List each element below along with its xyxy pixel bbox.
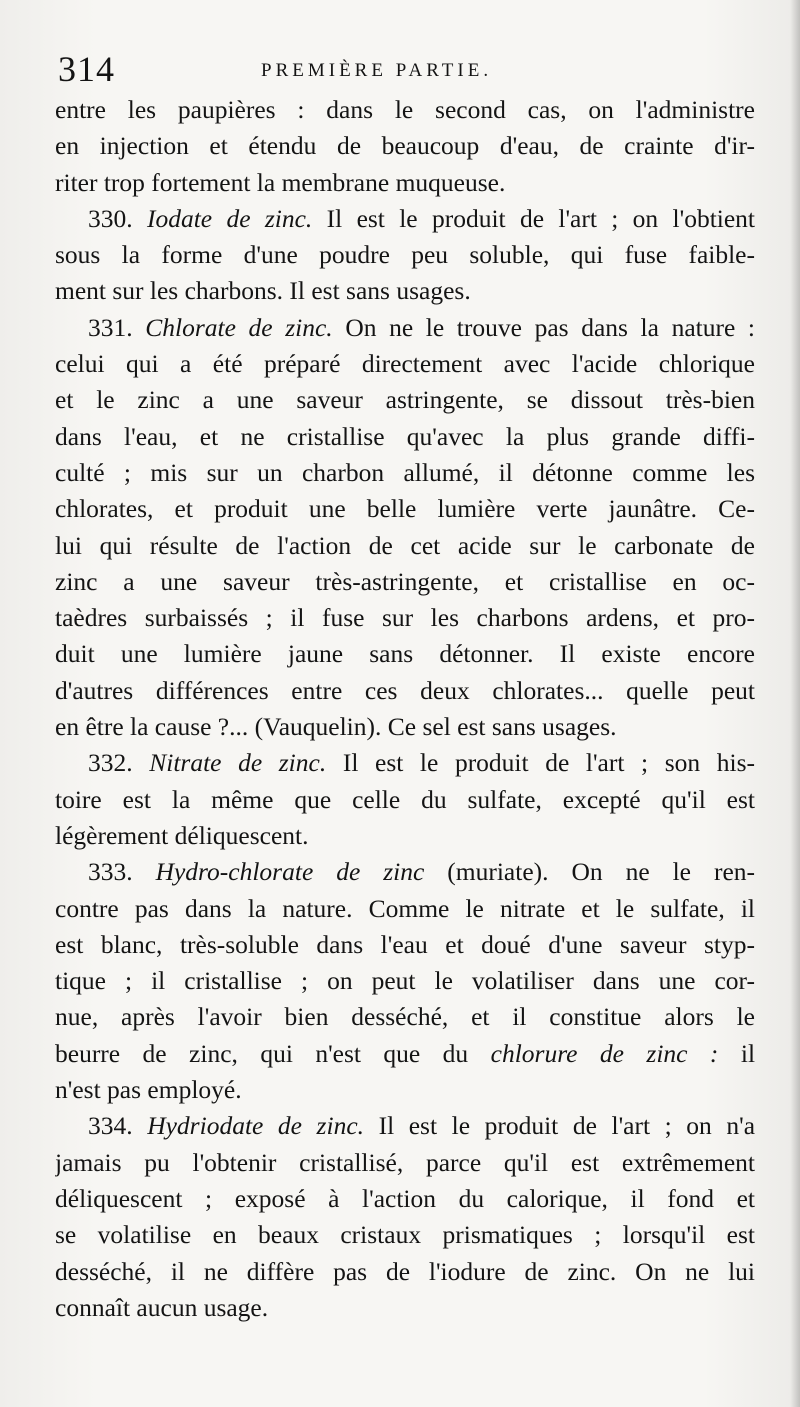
section-number: 331. <box>88 312 133 342</box>
line-text: se volatilise en beaux cristaux prismatiques ; lorsqu'il est <box>55 1220 755 1250</box>
line-text: (muriate). On ne le ren- <box>447 857 755 887</box>
section-title: Hydro-chlorate de zinc <box>155 857 425 887</box>
line-text: n'est pas employé. <box>55 1075 242 1105</box>
line-text: zinc a une saveur très-astringente, et cristallise en oc- <box>55 566 755 596</box>
text-line <box>55 818 755 854</box>
text-line <box>55 1181 755 1217</box>
text-line <box>55 128 755 164</box>
text-line <box>55 419 755 455</box>
line-text: déliquescent ; exposé à l'action du calorique, il fond et <box>55 1183 755 1213</box>
section-title: Hydriodate de zinc. <box>147 1111 365 1141</box>
section-title: Iodate de zinc. <box>146 203 313 233</box>
line-text: entre les paupières : dans le second cas, on l'administre <box>55 95 755 124</box>
text-line <box>55 963 755 999</box>
line-text: d'autres différences entre ces deux chlorates... quelle peut <box>55 675 755 705</box>
line-text: est blanc, très-soluble dans l'eau et doué d'une saveur styp- <box>55 929 755 959</box>
section-number: 333. <box>88 857 133 887</box>
text-line <box>55 491 755 527</box>
line-text: desséché, il ne diffère pas de l'iodure de zinc. On ne lui <box>55 1256 755 1286</box>
line-text: légèrement déliquescent. <box>55 820 309 850</box>
line-text: et le zinc a une saveur astringente, se dissout très-bien <box>55 385 755 415</box>
text-line <box>55 92 755 128</box>
page-edge-shadow <box>790 0 800 1407</box>
section-number: 334. <box>88 1111 133 1141</box>
line-text: culté ; mis sur un charbon allumé, il détonne comme les <box>55 457 755 487</box>
text-line <box>55 673 755 709</box>
line-text: ment sur les charbons. Il est sans usages. <box>55 276 471 306</box>
line-text: riter trop fortement la membrane muqueuse. <box>55 167 506 197</box>
section-heading-line <box>55 201 755 237</box>
section-title: Chlorate de zinc. <box>145 312 333 342</box>
line-text: On ne le trouve pas dans la nature : <box>345 312 755 342</box>
line-text: Il est le produit de l'art ; on n'a <box>378 1111 755 1141</box>
line-text: celui qui a été préparé directement avec l'acide chlorique <box>55 349 755 379</box>
running-head: PREMIÈRE PARTIE. <box>261 60 493 81</box>
text-line <box>55 382 755 418</box>
line-text: dans l'eau, et ne cristallise qu'avec la plus grande diffi- <box>55 421 755 451</box>
text-line <box>55 1254 755 1290</box>
text-line <box>55 999 755 1035</box>
line-tail: il <box>740 1038 755 1068</box>
section-heading-line <box>55 745 755 781</box>
line-text: Il est le produit de l'art ; son his- <box>342 748 755 778</box>
text-line <box>55 1145 755 1181</box>
line-text: jamais pu l'obtenir cristallisé, parce qu'il est extrêmement <box>55 1147 755 1177</box>
section-number: 332. <box>88 748 133 778</box>
text-line <box>55 1036 755 1072</box>
text-line <box>55 273 755 309</box>
line-text: Il est le produit de l'art ; on l'obtient <box>326 203 755 233</box>
text-line <box>55 455 755 491</box>
text-line <box>55 709 755 745</box>
section-heading-line <box>55 310 755 346</box>
text-line <box>55 891 755 927</box>
line-text: lui qui résulte de l'action de cet acide sur le carbonate de <box>55 530 755 560</box>
page-header <box>55 48 755 92</box>
page-number: 314 <box>58 49 115 89</box>
text-line <box>55 782 755 818</box>
section-heading-line <box>55 854 755 890</box>
text-line <box>55 237 755 273</box>
text-line <box>55 564 755 600</box>
text-line <box>55 346 755 382</box>
text-line <box>55 165 755 201</box>
italic-term: chlorure de zinc : <box>490 1038 719 1068</box>
line-text: sous la forme d'une poudre peu soluble, qui fuse faible- <box>55 240 755 270</box>
section-number: 330. <box>88 203 133 233</box>
line-text: beurre de zinc, qui n'est que du <box>55 1038 469 1068</box>
line-text: nue, après l'avoir bien desséché, et il constitue alors le <box>55 1002 755 1032</box>
line-text: toire est la même que celle du sulfate, excepté qu'il est <box>55 784 755 814</box>
text-line <box>55 600 755 636</box>
text-line <box>55 636 755 672</box>
line-text: duit une lumière jaune sans détonner. Il existe encore <box>55 639 755 669</box>
line-text: en injection et étendu de beaucoup d'eau, de crainte d'ir- <box>55 131 755 161</box>
section-title: Nitrate de zinc. <box>149 748 327 778</box>
line-text: chlorates, et produit une belle lumière verte jaunâtre. Ce- <box>55 494 755 524</box>
text-line <box>55 1072 755 1108</box>
section-heading-line <box>55 1108 755 1144</box>
text-line <box>55 528 755 564</box>
text-line <box>55 927 755 963</box>
body-text <box>55 92 755 1326</box>
line-text: en être la cause ?... (Vauquelin). Ce sel est sans usages. <box>55 712 617 742</box>
line-text: tique ; il cristallise ; on peut le volatiliser dans une cor- <box>55 966 755 996</box>
line-text: taèdres surbaissés ; il fuse sur les charbons ardens, et pro- <box>55 603 755 633</box>
text-line <box>55 1290 755 1326</box>
text-line <box>55 1217 755 1253</box>
line-text: contre pas dans la nature. Comme le nitrate et le sulfate, il <box>55 893 755 923</box>
line-text: connaît aucun usage. <box>55 1292 269 1322</box>
